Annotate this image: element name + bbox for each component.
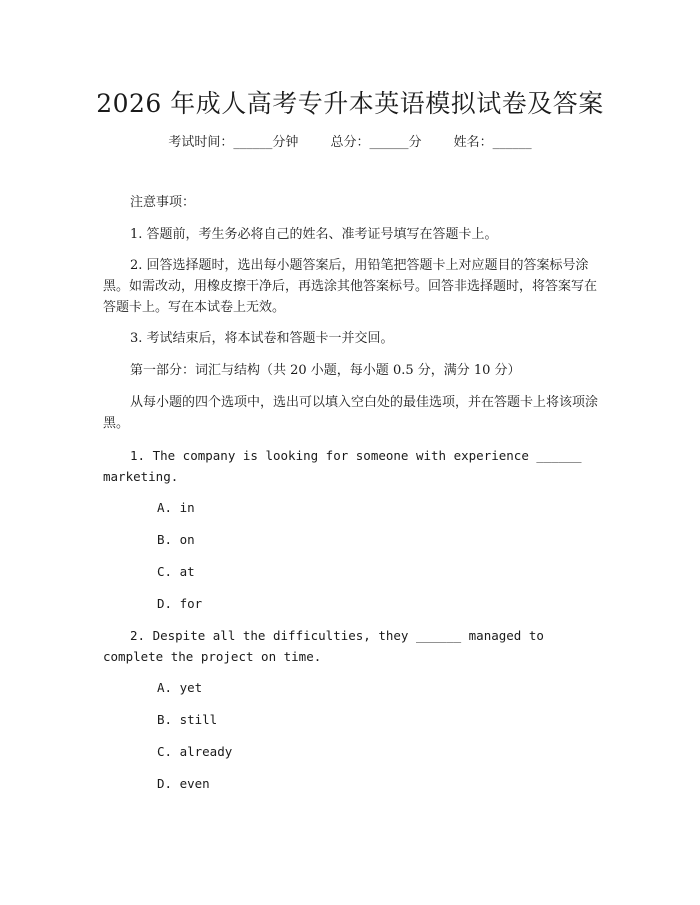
total-score-field: 总分：______分 — [330, 135, 422, 150]
question-2-option-c: C. already — [157, 744, 233, 759]
exam-meta — [0, 131, 700, 150]
question-1-option-c: C. at — [157, 564, 195, 579]
question-1-option-a: A. in — [157, 500, 195, 515]
document-title: 2026 年成人高考专升本英语模拟试卷及答案 — [96, 89, 604, 118]
notice-item-2: 2. 回答选择题时，选出每小题答案后，用铅笔把答题卡上对应题目的答案标号涂黑。如需改动，用橡皮擦干净后，再选涂其他答案标号。回答非选择题时，将答案写在答题卡上。写在本试卷上无效。 — [103, 258, 598, 315]
question-1-text: 1. The company is looking for someone with experience ______ marketing. — [103, 448, 582, 484]
question-2-option-a: A. yet — [157, 680, 203, 695]
question-2-option-d: D. even — [157, 776, 210, 791]
section-1-heading: 第一部分：词汇与结构（共 20 小题，每小题 0.5 分，满分 10 分） — [130, 363, 521, 378]
notice-item-3: 3. 考试结束后，将本试卷和答题卡一并交回。 — [130, 331, 394, 346]
question-2-text: 2. Despite all the difficulties, they ______ managed to complete the project on time. — [103, 628, 544, 664]
section-1-instruction: 从每小题的四个选项中，选出可以填入空白处的最佳选项，并在答题卡上将该项涂黑。 — [103, 395, 599, 431]
question-1-option-d: D. for — [157, 596, 203, 611]
question-2-option-b: B. still — [157, 712, 218, 727]
exam-time-field: 考试时间：______分钟 — [168, 135, 299, 150]
notice-heading: 注意事项： — [130, 195, 196, 210]
question-1-option-b: B. on — [157, 532, 195, 547]
notice-item-1: 1. 答题前，考生务必将自己的姓名、准考证号填写在答题卡上。 — [130, 227, 498, 242]
name-field: 姓名：______ — [453, 135, 532, 150]
